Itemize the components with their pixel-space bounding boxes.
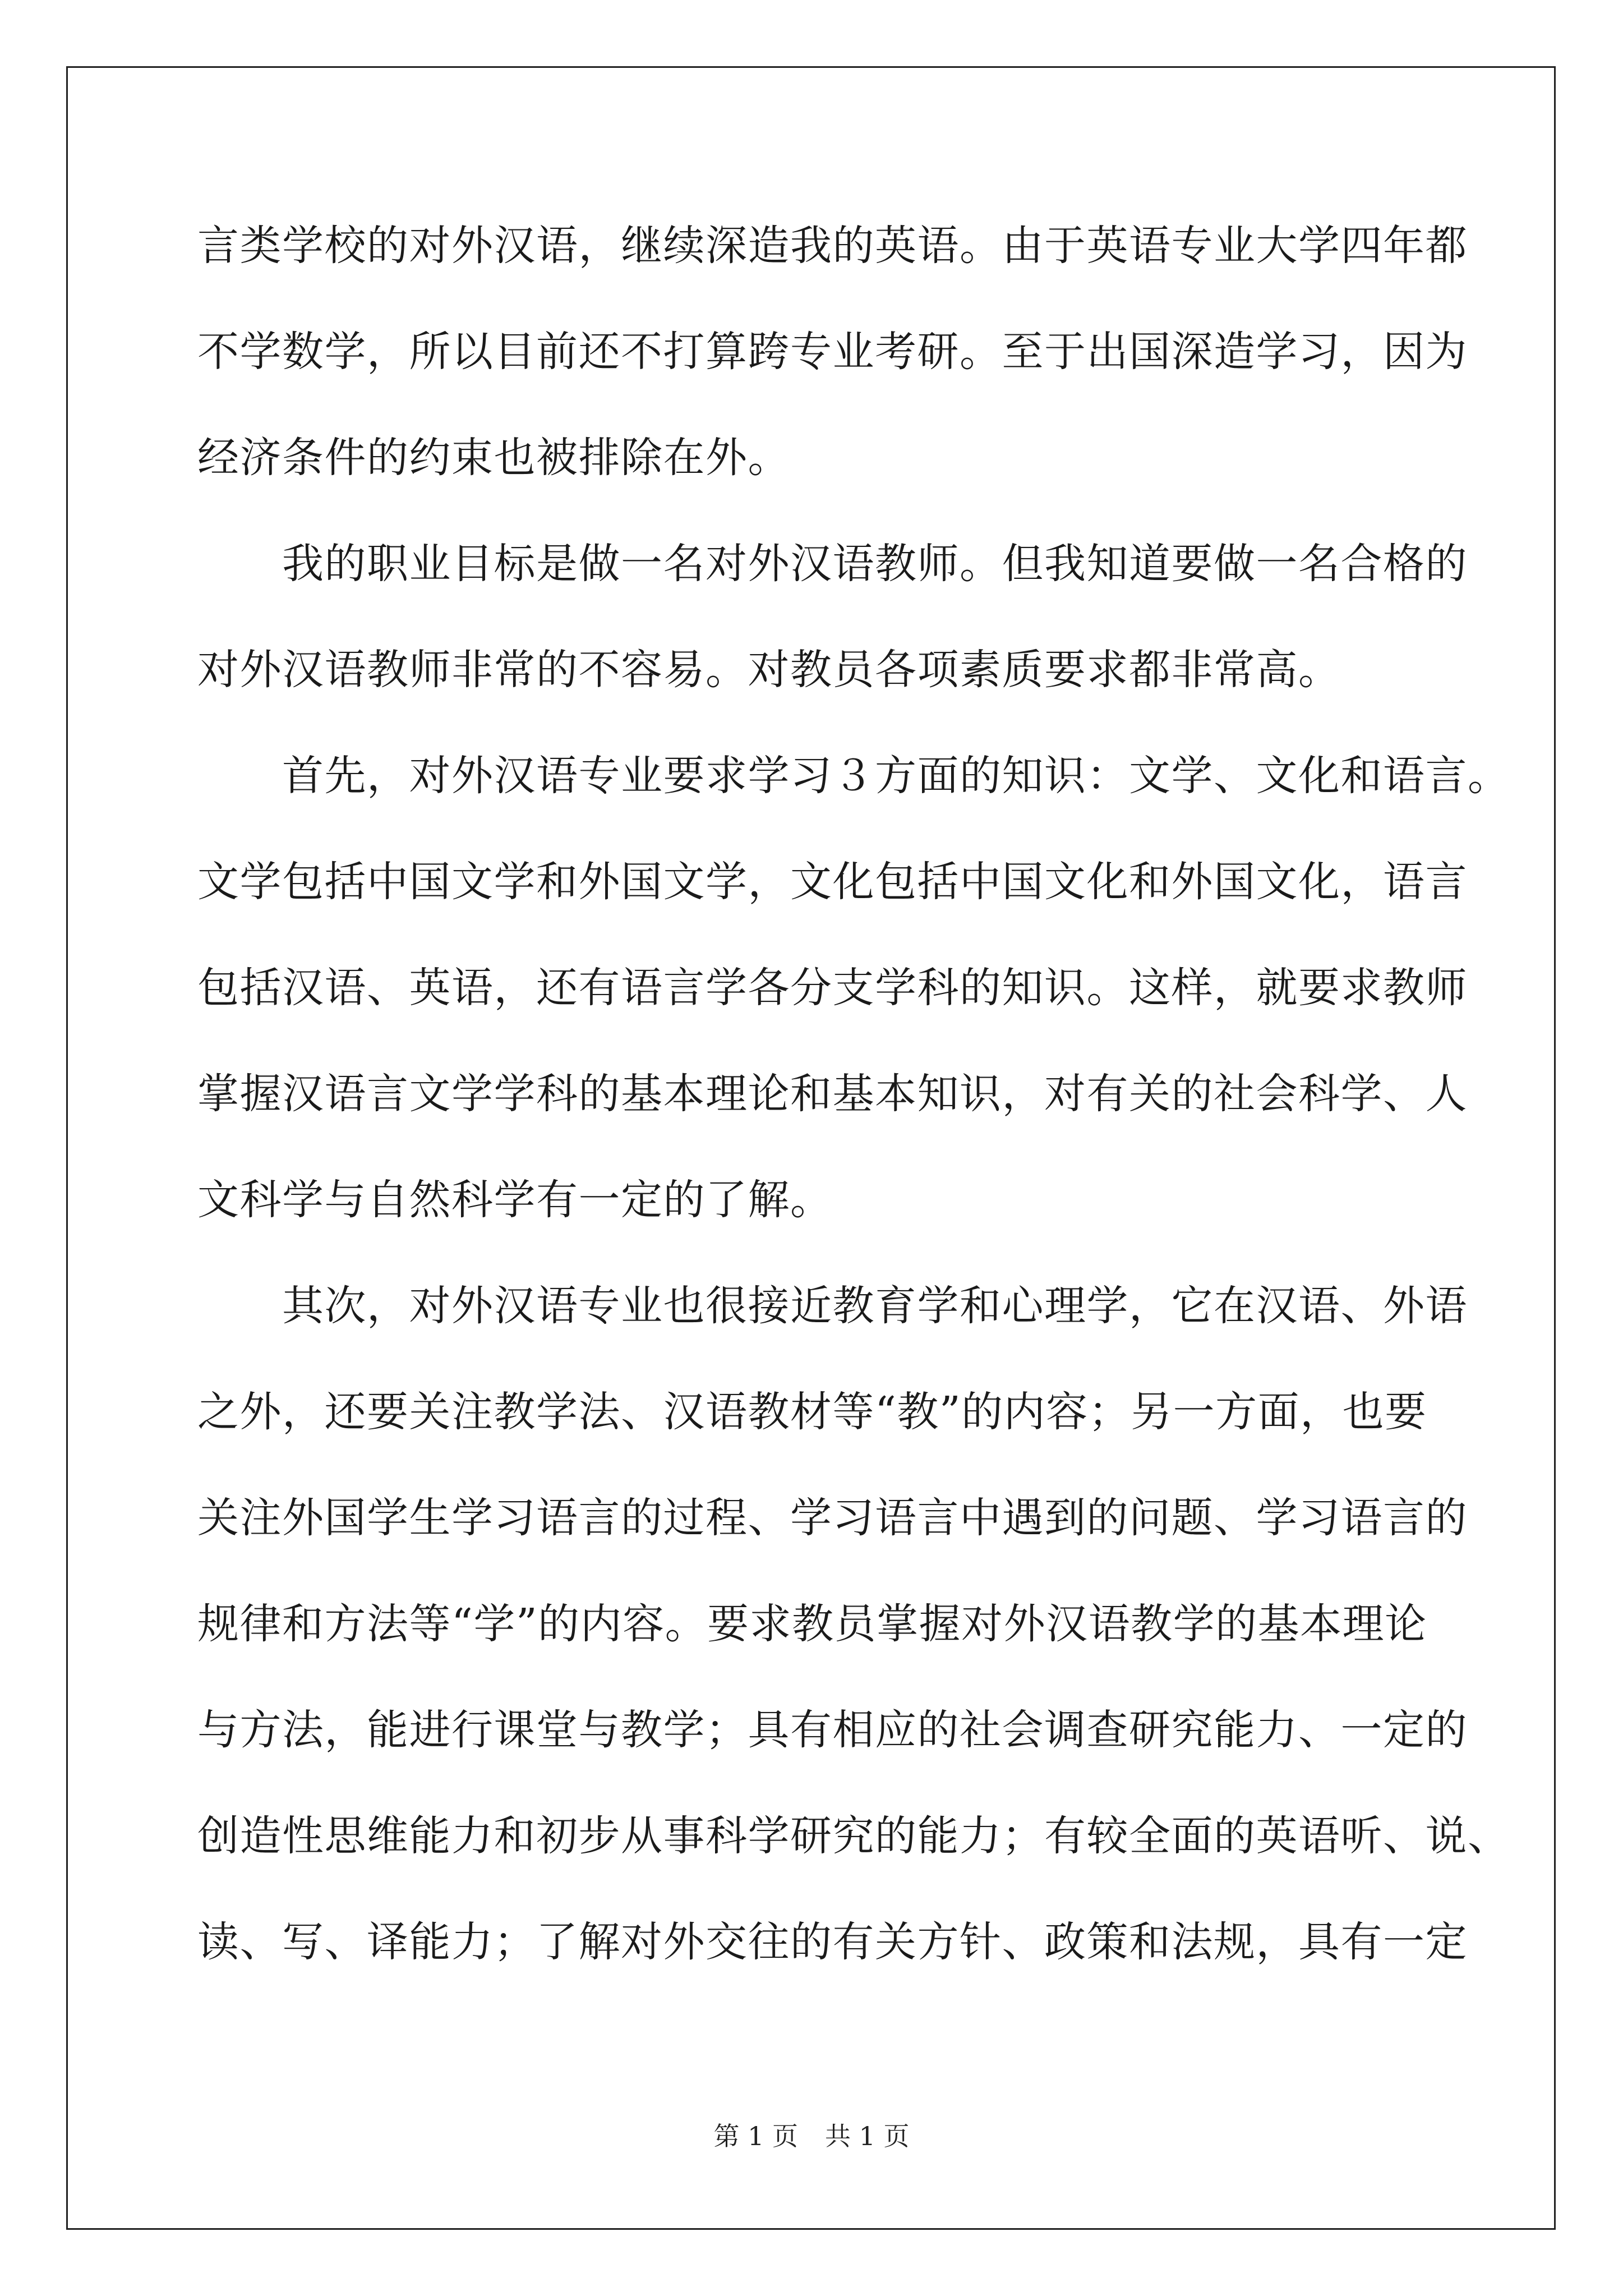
- text-line: 规律和方法等“学”的内容。要求教员掌握对外汉语教学的基本理论: [197, 1600, 1427, 1648]
- page-number: 第 1 页: [713, 2121, 798, 2151]
- text-line: 包括汉语、英语，还有语言学各分支学科的知识。这样，就要求教师: [197, 964, 1468, 1012]
- text-line: 关注外国学生学习语言的过程、学习语言中遇到的问题、学习语言的: [197, 1494, 1468, 1542]
- text-line: 首先，对外汉语专业要求学习３方面的知识：文学、文化和语言。: [197, 752, 1510, 800]
- text-line: 与方法，能进行课堂与教学；具有相应的社会调查研究能力、一定的: [197, 1706, 1468, 1754]
- text-line: 文学包括中国文学和外国文学，文化包括中国文化和外国文化，语言: [197, 858, 1468, 906]
- document-body: [197, 212, 1510, 2014]
- text-line: 读、写、译能力；了解对外交往的有关方针、政策和法规，具有一定: [197, 1918, 1468, 1966]
- text-line: 掌握汉语言文学学科的基本理论和基本知识，对有关的社会科学、人: [197, 1070, 1468, 1118]
- text-line: 其次，对外汉语专业也很接近教育学和心理学，它在汉语、外语: [197, 1282, 1468, 1330]
- text-line: 对外汉语教师非常的不容易。对教员各项素质要求都非常高。: [197, 646, 1341, 694]
- page-footer: [0, 2119, 1623, 2153]
- text-line: 不学数学，所以目前还不打算跨专业考研。至于出国深造学习，因为: [197, 328, 1468, 376]
- text-line: 我的职业目标是做一名对外汉语教师。但我知道要做一名合格的: [197, 540, 1468, 588]
- page-total: 共 1 页: [825, 2121, 910, 2151]
- text-line: 创造性思维能力和初步从事科学研究的能力；有较全面的英语听、说、: [197, 1812, 1510, 1860]
- text-line: 文科学与自然科学有一定的了解。: [197, 1176, 833, 1224]
- text-line: 言类学校的对外汉语，继续深造我的英语。由于英语专业大学四年都: [197, 222, 1468, 270]
- text-line: 之外，还要关注教学法、汉语教材等“教”的内容；另一方面，也要: [197, 1388, 1427, 1436]
- text-line: 经济条件的约束也被排除在外。: [197, 434, 790, 482]
